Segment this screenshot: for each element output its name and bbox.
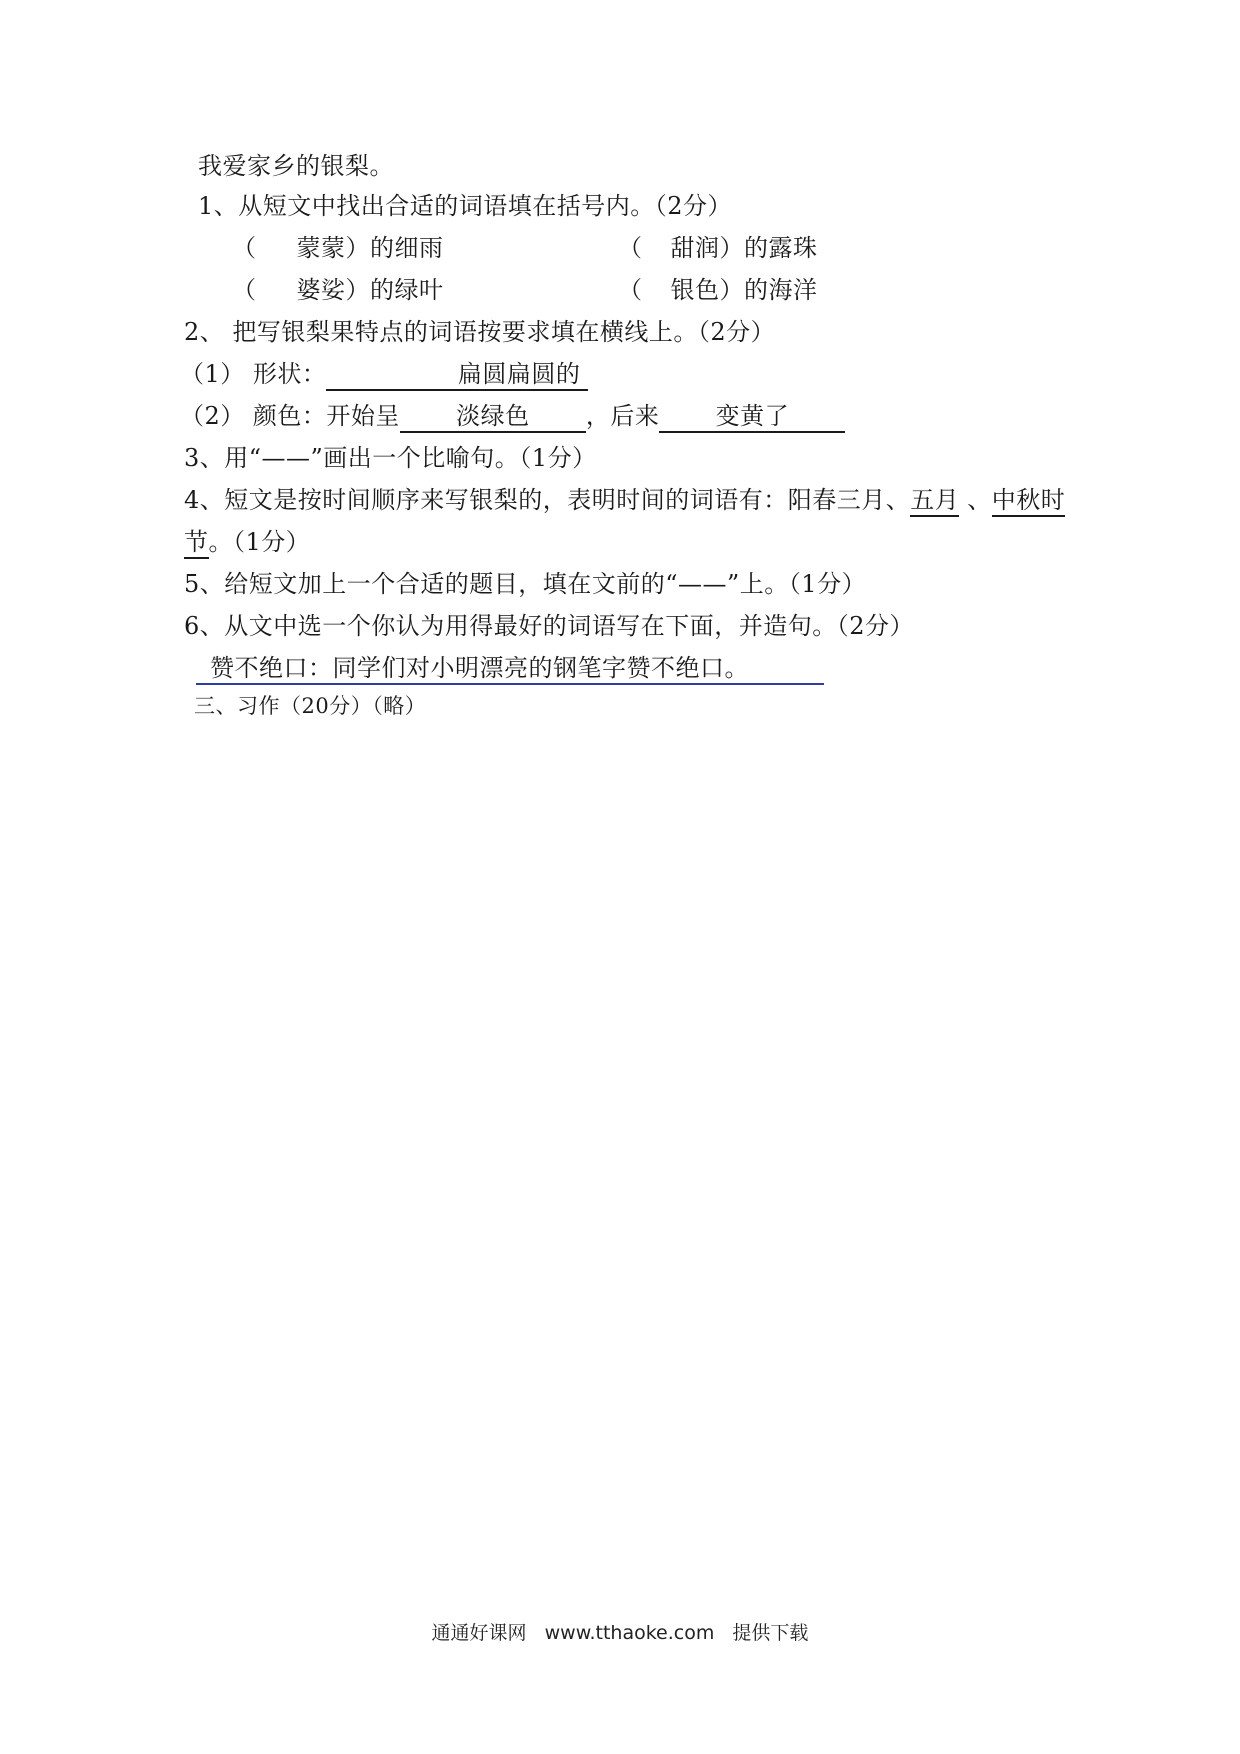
q2-part1 — [180, 358, 588, 391]
q2-p2-label: （2） 颜色：开始呈 — [180, 402, 400, 430]
footer-url[interactable]: www.tthaoke.com — [544, 1622, 715, 1644]
q1-row1-left — [232, 232, 444, 264]
q1-r2r-answer: 银色 — [670, 276, 720, 304]
q5-text: 5、给短文加上一个合适的题目，填在文前的“——”上。（1分） — [184, 570, 867, 598]
q2-p2-answer2: 变黄了 — [659, 401, 845, 433]
q2-title-text: 2、 把写银梨果特点的词语按要求填在横线上。（2分） — [184, 318, 776, 346]
footer-site-name: 通通好课网 — [431, 1622, 527, 1644]
q1-r2l-tail: ）的绿叶 — [345, 276, 444, 304]
footer — [0, 1618, 1240, 1645]
q2-p2-answer1: 淡绿色 — [400, 401, 586, 433]
q1-r2l-open: （ — [232, 276, 257, 304]
q1-r1l-open: （ — [232, 234, 257, 262]
section3-line — [194, 690, 426, 722]
q2-p2-mid: ，后来 — [585, 402, 660, 430]
q2-p1-answer: 扁圆扁圆的 — [326, 359, 588, 391]
intro-text: 我爱家乡的银梨。 — [198, 152, 394, 180]
q1-r1r-tail: ）的露珠 — [719, 234, 818, 262]
q1-title-text: 1、从短文中找出合适的词语填在括号内。（2分） — [198, 192, 733, 220]
section3-text: 三、习作（20分）（略） — [194, 694, 427, 718]
q1-r2r-open: （ — [618, 276, 643, 304]
q5-line — [184, 568, 866, 600]
q1-r1r-open: （ — [618, 234, 643, 262]
q1-title — [198, 190, 732, 222]
q2-title — [184, 316, 775, 348]
q1-r1r-answer: 甜润 — [670, 234, 720, 262]
q6-answer-line — [196, 652, 824, 685]
footer-provide: 提供下载 — [732, 1622, 809, 1644]
q1-r2l-answer: 婆娑 — [296, 276, 346, 304]
q2-part2 — [180, 400, 845, 433]
q4-tail: 。（1分） — [208, 528, 311, 556]
q3-line — [184, 442, 597, 474]
q1-r2r-tail: ）的海洋 — [719, 276, 818, 304]
q4-sep: 、 — [967, 486, 992, 514]
q3-text: 3、用“——”画出一个比喻句。（1分） — [184, 444, 597, 472]
q4-text: 4、短文是按时间顺序来写银梨的，表明时间的词语有：阳春三月、 — [184, 486, 911, 514]
q1-row2-right — [618, 274, 818, 306]
q1-r1l-answer: 蒙蒙 — [296, 234, 346, 262]
q4-answer1: 五月 — [910, 486, 959, 517]
q4-answer2a: 中秋时 — [992, 486, 1066, 517]
q4-line1 — [184, 484, 1065, 516]
q6-title-text: 6、从文中选一个你认为用得最好的词语写在下面，并造句。（2分） — [184, 612, 915, 640]
q1-r1l-tail: ）的细雨 — [345, 234, 444, 262]
q2-p1-label: （1） 形状： — [180, 360, 327, 388]
q6-answer: 赞不绝口：同学们对小明漂亮的钢笔字赞不绝口。 — [196, 653, 824, 685]
q4-line2 — [184, 526, 310, 558]
q1-row2-left — [232, 274, 444, 306]
q1-row1-right — [618, 232, 818, 264]
q6-title — [184, 610, 914, 642]
q4-answer2b: 节 — [184, 528, 209, 559]
intro-line — [198, 150, 394, 182]
